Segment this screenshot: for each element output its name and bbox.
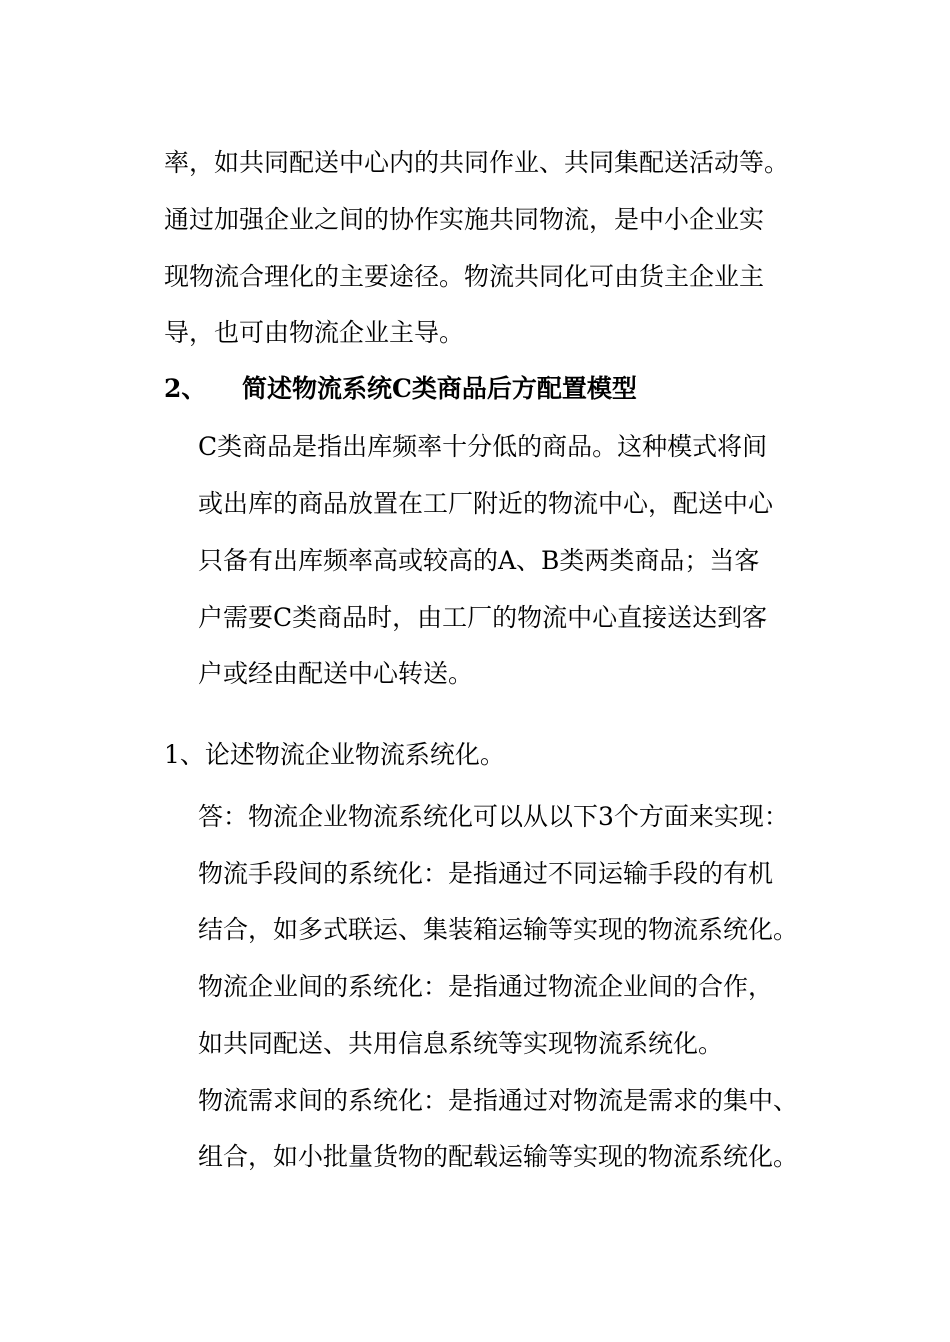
text-line: 率，如共同配送中心内的共同作业、共同集配送活动等。 [164,148,790,177]
text-line: 现物流合理化的主要途径。物流共同化可由货主企业主 [164,262,765,291]
text-line: 户或经由配送中心转送。 [198,659,474,688]
text-line: 结合，如多式联运、集装箱运输等实现的物流系统化。 [198,915,799,944]
text-line: 答：物流企业物流系统化可以从以下3个方面来实现： [198,802,789,831]
text-line: 物流企业间的系统化：是指通过物流企业间的合作， [198,972,774,1001]
text-line: 如共同配送、共用信息系统等实现物流系统化。 [198,1029,724,1058]
question-1-title: 1、论述物流企业物流系统化。 [164,740,505,769]
text-line: 物流需求间的系统化：是指通过对物流是需求的集中、 [198,1086,799,1115]
text-line: 通过加强企业之间的协作实施共同物流，是中小企业实 [164,205,765,234]
text-line: C类商品是指出库频率十分低的商品。这种模式将间 [198,432,768,461]
section-number: 2、 [164,374,207,403]
text-line: 组合，如小批量货物的配载运输等实现的物流系统化。 [198,1142,799,1171]
text-line: 物流手段间的系统化：是指通过不同运输手段的有机 [198,859,774,888]
text-line: 户需要C类商品时，由工厂的物流中心直接送达到客 [198,603,768,632]
text-line: 或出库的商品放置在工厂附近的物流中心，配送中心 [198,489,774,518]
section-title: 简述物流系统C类商品后方配置模型 [242,374,637,403]
text-line: 导，也可由物流企业主导。 [164,318,465,347]
section-2-heading [164,374,637,404]
text-line: 只备有出库频率高或较高的A、B类两类商品；当客 [198,546,760,575]
